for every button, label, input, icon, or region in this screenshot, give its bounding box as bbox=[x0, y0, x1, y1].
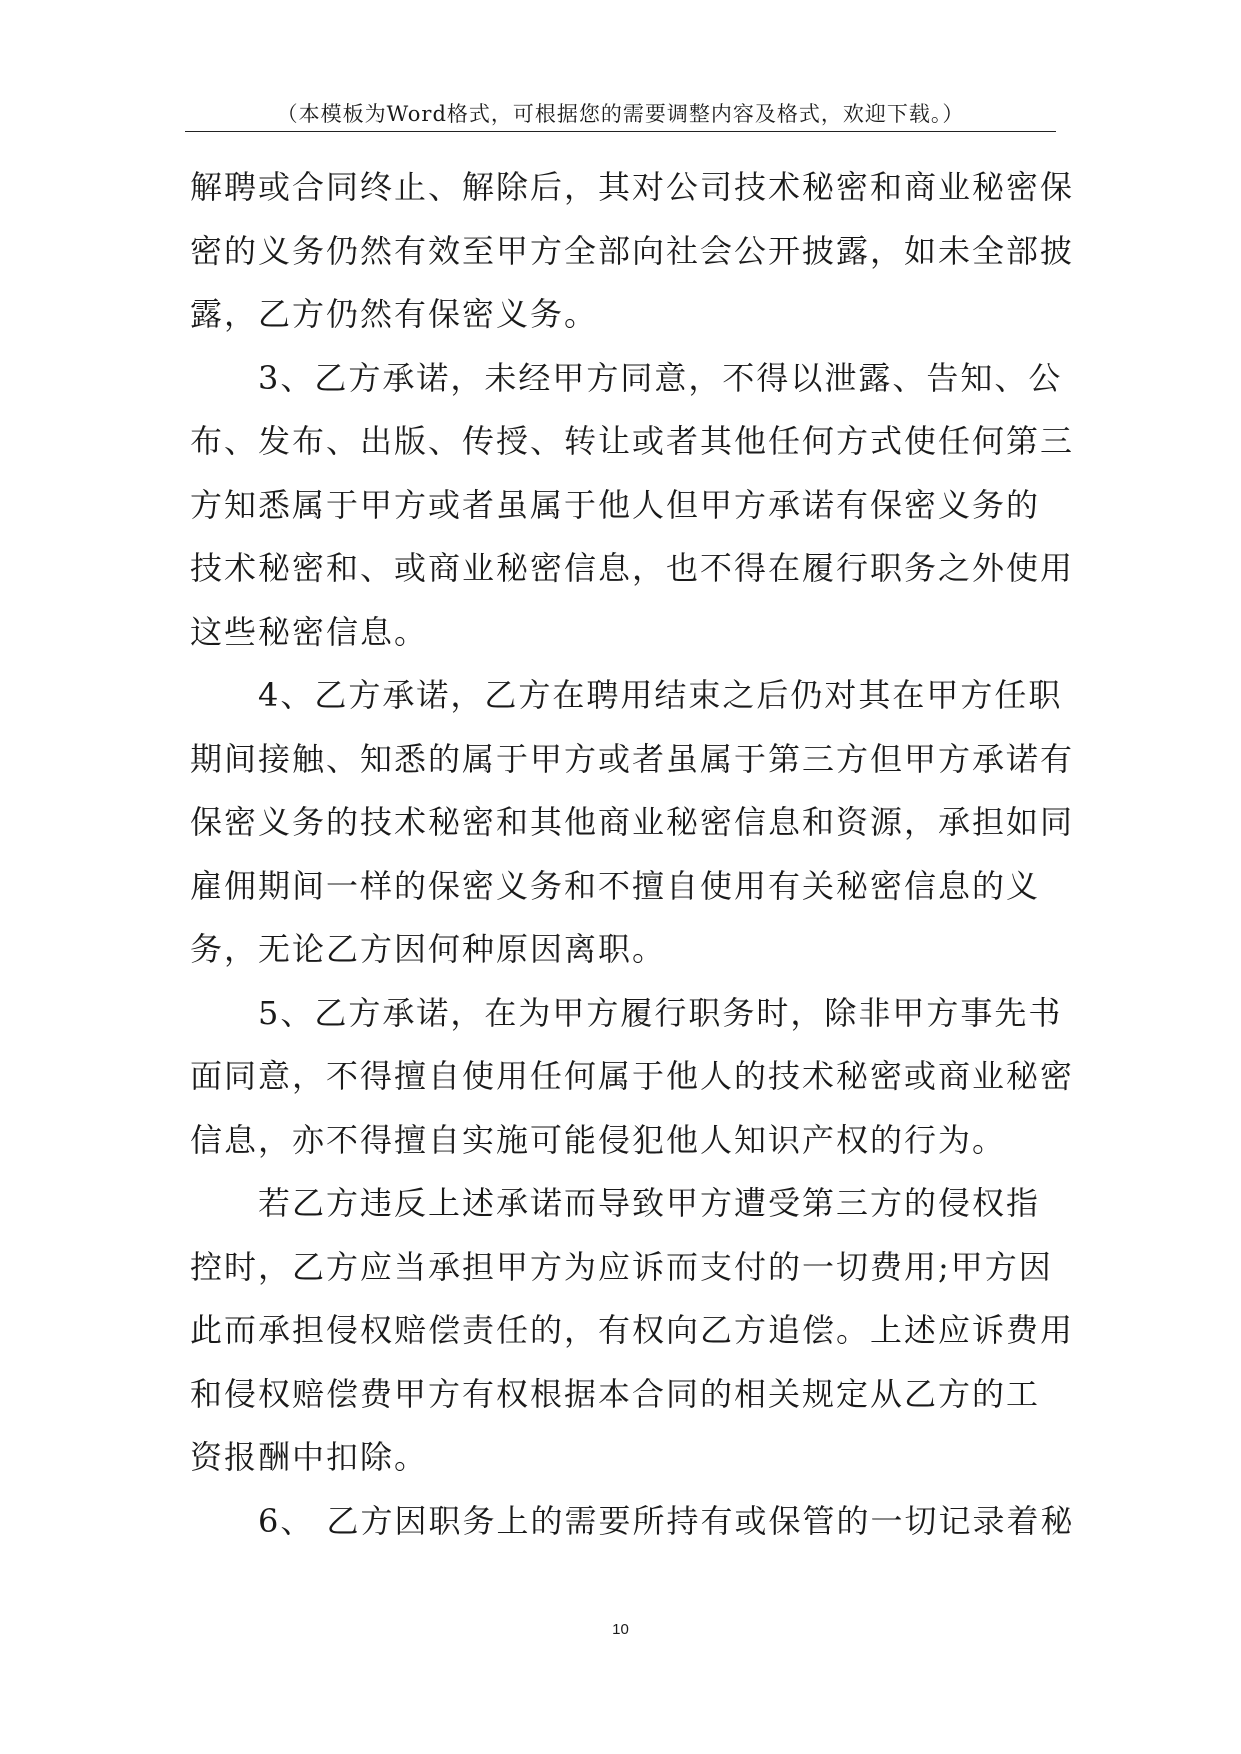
text-line: 布、发布、出版、传授、转让或者其他任何方式使任何第三 bbox=[190, 422, 1075, 460]
text-line: 5、乙方承诺，在为甲方履行职务时，除非甲方事先书 bbox=[190, 993, 1063, 1032]
text-line: 这些秘密信息。 bbox=[190, 612, 429, 651]
page-number: 10 bbox=[612, 1621, 629, 1638]
text-line: 露，乙方仍然有保密义务。 bbox=[190, 295, 599, 333]
text-line: 解聘或合同终止、解除后，其对公司技术秘密和商业秘密保 bbox=[190, 168, 1075, 206]
text-line: 控时，乙方应当承担甲方为应诉而支付的一切费用;甲方因 bbox=[190, 1247, 1053, 1286]
text-line: 雇佣期间一样的保密义务和不擅自使用有关秘密信息的义 bbox=[190, 866, 1041, 905]
text-line: 资报酬中扣除。 bbox=[190, 1438, 429, 1476]
text-line: 3、乙方承诺，未经甲方同意，不得以泄露、告知、公 bbox=[190, 358, 1063, 397]
text-line: 保密义务的技术秘密和其他商业秘密信息和资源，承担如同 bbox=[190, 803, 1075, 841]
text-line: 和侵权赔偿费甲方有权根据本合同的相关规定从乙方的工 bbox=[190, 1374, 1041, 1413]
text-line: 务，无论乙方因何种原因离职。 bbox=[190, 930, 667, 968]
header-divider bbox=[185, 131, 1056, 132]
text-line: 信息，亦不得擅自实施可能侵犯他人知识产权的行为。 bbox=[190, 1120, 1007, 1159]
template-notice: （本模板为Word格式，可根据您的需要调整内容及格式，欢迎下载。） bbox=[276, 102, 965, 126]
text-line: 密的义务仍然有效至甲方全部向社会公开披露，如未全部披 bbox=[190, 231, 1075, 270]
text-line: 此而承担侵权赔偿责任的，有权向乙方追偿。上述应诉费用 bbox=[190, 1311, 1075, 1349]
text-line: 面同意，不得擅自使用任何属于他人的技术秘密或商业秘密 bbox=[190, 1057, 1075, 1095]
document-body bbox=[190, 156, 1075, 1553]
text-line: 4、乙方承诺，乙方在聘用结束之后仍对其在甲方任职 bbox=[190, 676, 1063, 714]
text-line: 方知悉属于甲方或者虽属于他人但甲方承诺有保密义务的 bbox=[190, 485, 1041, 524]
text-line: 6、 乙方因职务上的需要所持有或保管的一切记录着秘 bbox=[190, 1501, 1075, 1540]
text-line: 技术秘密和、或商业秘密信息，也不得在履行职务之外使用 bbox=[190, 549, 1075, 587]
text-line: 若乙方违反上述承诺而导致甲方遭受第三方的侵权指 bbox=[190, 1184, 1041, 1222]
text-line: 期间接触、知悉的属于甲方或者虽属于第三方但甲方承诺有 bbox=[190, 739, 1075, 778]
